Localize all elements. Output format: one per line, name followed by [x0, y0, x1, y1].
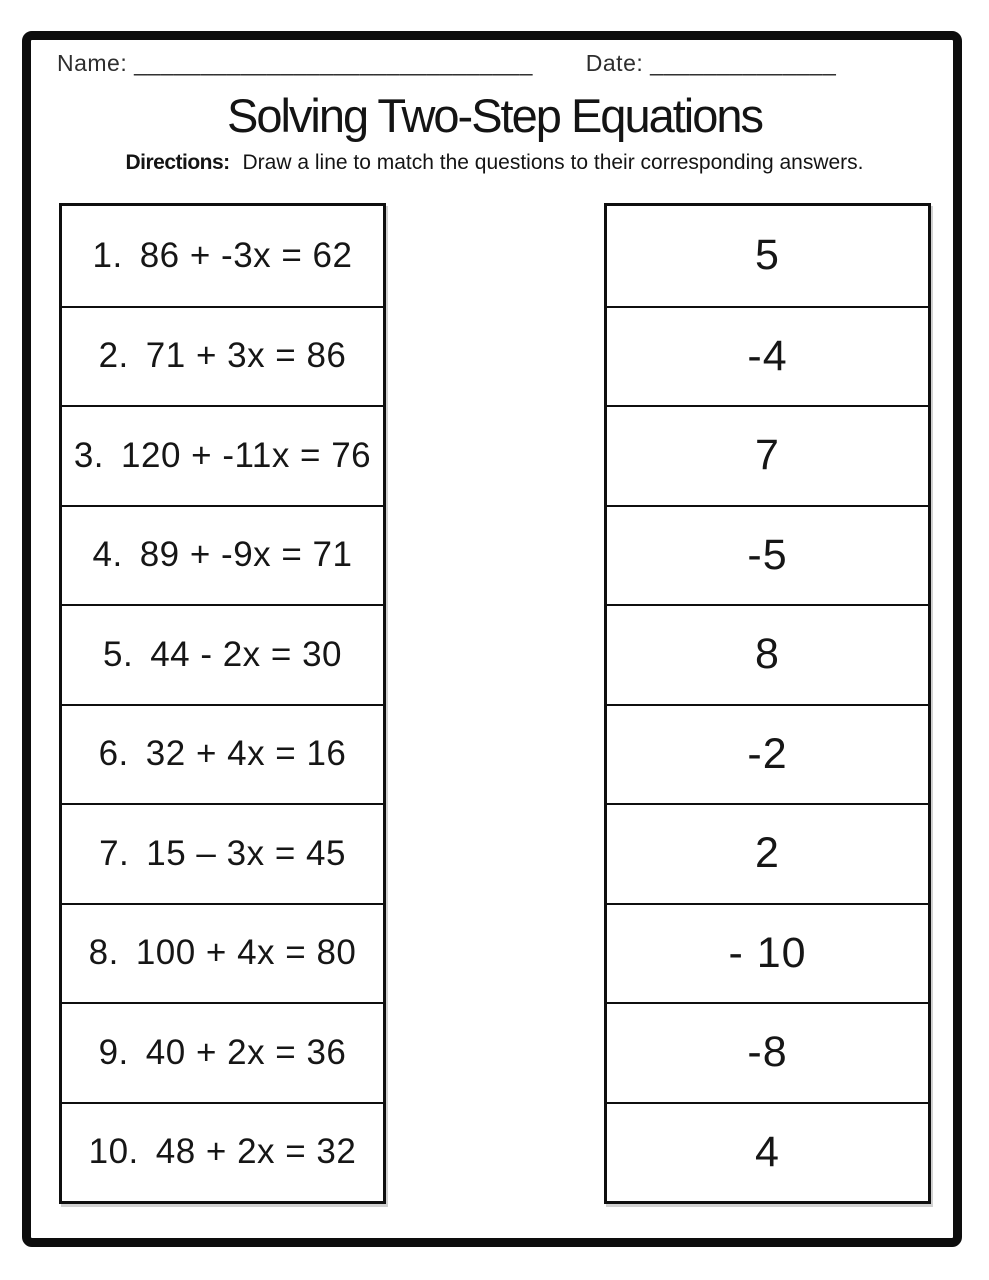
answer-value: -5 [747, 530, 788, 579]
question-number: 8. [88, 933, 119, 973]
question-equation: 100 + 4x = 80 [135, 933, 357, 973]
answer-value: 2 [755, 829, 780, 878]
question-row [62, 903, 383, 1003]
question-number: 1. [92, 235, 123, 275]
answer-row [607, 306, 928, 406]
question-row [62, 405, 383, 505]
question-number: 9. [98, 1032, 129, 1072]
worksheet-title: Solving Two-Step Equations [227, 89, 762, 142]
answer-value: 5 [755, 231, 780, 280]
answers-table [604, 203, 931, 1204]
answer-row [607, 803, 928, 903]
answer-value: 8 [755, 630, 780, 679]
question-equation: 71 + 3x = 86 [145, 336, 347, 376]
question-equation: 120 + -11x = 76 [121, 435, 372, 475]
question-row [62, 206, 383, 306]
question-equation: 40 + 2x = 36 [145, 1032, 347, 1072]
question-row [62, 505, 383, 605]
answer-value: 7 [755, 431, 780, 480]
name-date-row [57, 50, 836, 77]
question-row [62, 306, 383, 406]
question-equation: 86 + -3x = 62 [139, 235, 353, 275]
answer-row [607, 704, 928, 804]
answer-value: -2 [747, 729, 788, 778]
answer-row [607, 903, 928, 1003]
questions-table [59, 203, 386, 1204]
directions-label: Directions: [125, 151, 230, 174]
question-number: 4. [92, 535, 123, 575]
question-number: 6. [98, 734, 129, 774]
question-row [62, 1102, 383, 1202]
question-equation: 15 – 3x = 45 [146, 833, 346, 873]
name-blank-line: ______________________________ [134, 50, 533, 76]
date-blank-line: ______________ [650, 50, 837, 76]
answer-value: - 10 [728, 928, 807, 977]
answer-value: -4 [747, 331, 788, 380]
question-row [62, 604, 383, 704]
question-equation: 44 - 2x = 30 [150, 634, 343, 674]
question-equation: 48 + 2x = 32 [155, 1132, 357, 1172]
answer-row [607, 505, 928, 605]
answer-value: 4 [755, 1127, 780, 1176]
name-label: Name: [57, 50, 128, 76]
directions-line [0, 151, 989, 175]
question-row [62, 1002, 383, 1102]
answer-row [607, 1002, 928, 1102]
question-row [62, 704, 383, 804]
answer-row [607, 405, 928, 505]
answer-row [607, 604, 928, 704]
question-number: 7. [99, 833, 130, 873]
question-number: 2. [98, 336, 129, 376]
question-equation: 89 + -9x = 71 [139, 535, 353, 575]
answer-value: -8 [747, 1028, 788, 1077]
question-equation: 32 + 4x = 16 [145, 734, 347, 774]
answer-row [607, 1102, 928, 1202]
date-label: Date: [585, 50, 644, 76]
question-number: 5. [102, 634, 134, 674]
question-number: 10. [88, 1132, 139, 1172]
question-number: 3. [73, 435, 105, 475]
directions-text: Draw a line to match the questions to their corresponding answers. [242, 151, 864, 174]
answer-row [607, 206, 928, 306]
question-row [62, 803, 383, 903]
